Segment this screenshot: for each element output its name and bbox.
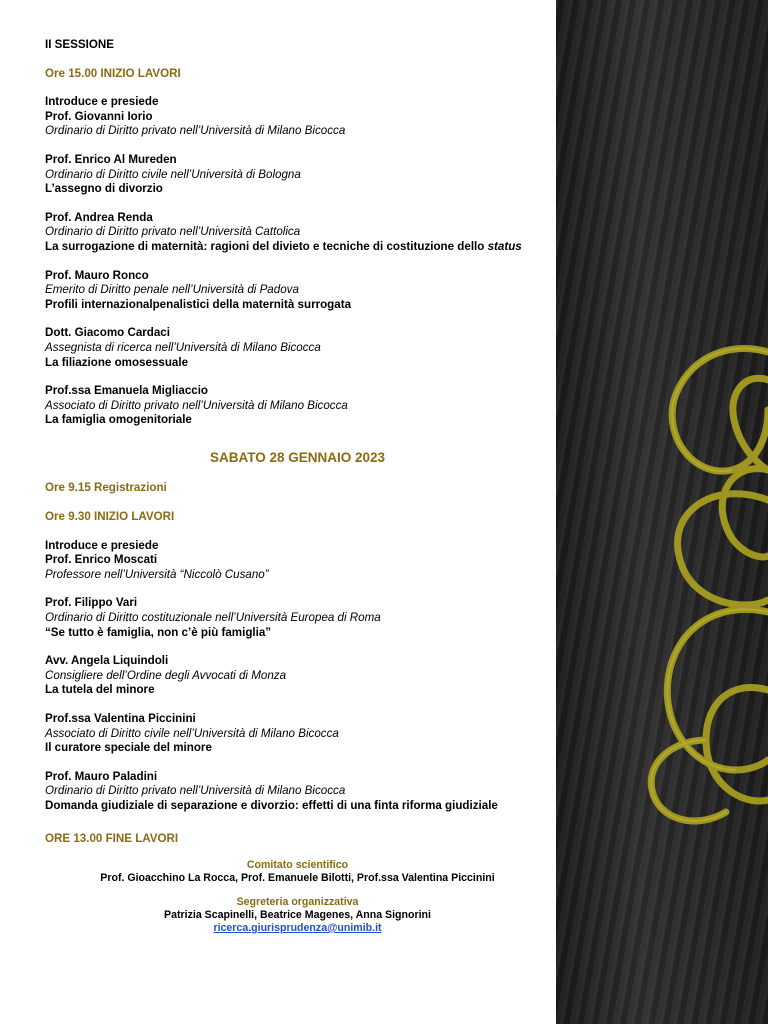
decorative-yarn-photo — [556, 0, 768, 1024]
speaker-role: Ordinario di Diritto civile nell’Università di Bologna — [45, 167, 301, 181]
session-title: II SESSIONE — [45, 38, 114, 51]
speaker-role: Emerito di Diritto penale nell’Università di Padova — [45, 283, 299, 297]
talk-title: L’assegno di divorzio — [45, 182, 163, 196]
speaker-role: Ordinario di Diritto privato nell’Università di Milano Bicocca — [45, 784, 346, 798]
speaker-entry — [45, 654, 550, 698]
speaker-name: Prof. Mauro Ronco — [45, 268, 149, 282]
chair-role: Ordinario di Diritto privato nell’Università di Milano Bicocca — [45, 124, 346, 138]
speaker-role: Associato di Diritto civile nell’Università di Milano Bicocca — [45, 726, 339, 740]
chair-name: Prof. Enrico Moscati — [45, 553, 158, 567]
yarn-loops-image — [556, 0, 768, 1024]
registration-time: Ore 9.15 Registrazioni — [45, 481, 167, 495]
chair-label: Introduce e presiede — [45, 95, 159, 109]
speaker-entry — [45, 712, 550, 756]
secretariat-label: Segreteria organizzativa — [236, 895, 359, 908]
contact-email-link[interactable]: ricerca.giurisprudenza@unimib.it — [213, 921, 382, 934]
day-title: SABATO 28 GENNAIO 2023 — [209, 449, 386, 465]
speaker-entry — [45, 770, 550, 814]
talk-title: Il curatore speciale del minore — [45, 741, 212, 755]
speaker-name: Prof. Enrico Al Mureden — [45, 152, 177, 166]
program-content — [45, 38, 550, 935]
speaker-entry — [45, 153, 550, 197]
talk-title: La filiazione omosessuale — [45, 355, 189, 369]
speaker-name: Dott. Giacomo Cardaci — [45, 326, 170, 340]
chair-role: Professore nell’Università “Niccolò Cusano” — [45, 567, 269, 581]
session-chair — [45, 95, 550, 139]
speaker-name: Prof. Filippo Vari — [45, 596, 138, 610]
day-start-time: Ore 9.30 INIZIO LAVORI — [45, 510, 175, 524]
talk-title: La famiglia omogenitoriale — [45, 413, 192, 427]
speaker-role: Consigliere dell’Ordine degli Avvocati di Monza — [45, 668, 287, 682]
speaker-entry — [45, 269, 550, 313]
talk-title: “Se tutto è famiglia, non c’è più famiglia” — [45, 625, 272, 639]
committee-label: Comitato scientifico — [246, 859, 349, 872]
talk-title — [45, 240, 550, 255]
committee-names: Prof. Gioacchino La Rocca, Prof. Emanuele Bilotti, Prof.ssa Valentina Piccinini — [100, 872, 495, 885]
chair-name: Prof. Giovanni Iorio — [45, 109, 153, 123]
speaker-entry — [45, 326, 550, 370]
speaker-role: Associato di Diritto privato nell’Università di Milano Bicocca — [45, 398, 348, 412]
talk-title: Profili internazionalpenalistici della maternità surrogata — [45, 297, 352, 311]
speaker-name: Avv. Angela Liquindoli — [45, 654, 169, 668]
chair-label: Introduce e presiede — [45, 538, 159, 552]
speaker-role: Assegnista di ricerca nell’Università di Milano Bicocca — [45, 340, 321, 354]
speaker-name: Prof. Andrea Renda — [45, 210, 153, 224]
session-start-time: Ore 15.00 INIZIO LAVORI — [45, 66, 181, 80]
talk-title-text: La surrogazione di maternità: ragioni del divieto e tecniche di costituzione dello — [45, 239, 485, 253]
end-time: ORE 13.00 FINE LAVORI — [45, 831, 179, 845]
speaker-entry — [45, 384, 550, 428]
speaker-name: Prof. Mauro Paladini — [45, 769, 158, 783]
speaker-entry — [45, 596, 550, 640]
day-chair — [45, 539, 550, 583]
speaker-name: Prof.ssa Valentina Piccinini — [45, 712, 196, 725]
speaker-role: Ordinario di Diritto costituzionale nell’Università Europea di Roma — [45, 611, 381, 625]
talk-title: La tutela del minore — [45, 683, 155, 697]
footer — [45, 859, 550, 935]
speaker-entry — [45, 211, 550, 255]
secretariat-names: Patrizia Scapinelli, Beatrice Magenes, Anna Signorini — [164, 908, 431, 921]
speaker-role: Ordinario di Diritto privato nell’Università Cattolica — [45, 225, 301, 239]
talk-title: Domanda giudiziale di separazione e divorzio: effetti di una finta riforma giudiziale — [45, 798, 498, 812]
speaker-name: Prof.ssa Emanuela Migliaccio — [45, 384, 209, 398]
talk-title-emphasis: status — [487, 239, 522, 253]
